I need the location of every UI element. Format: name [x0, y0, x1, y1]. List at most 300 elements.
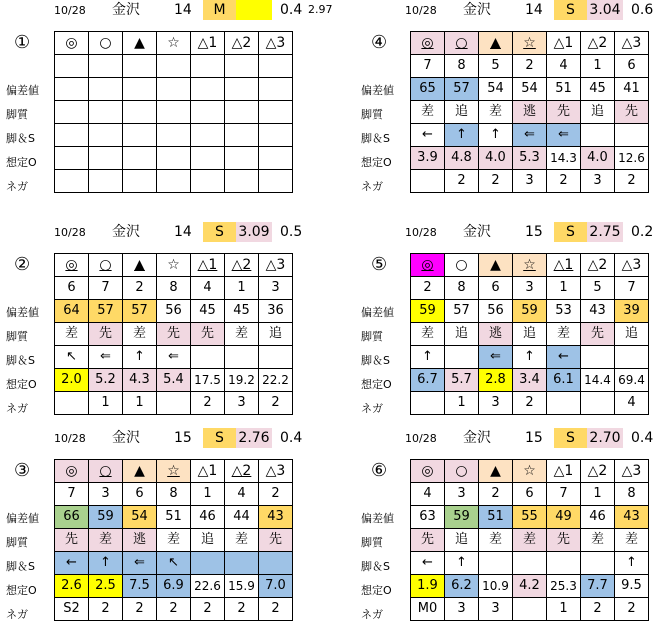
header-venue: 金沢	[112, 430, 140, 446]
row-label-style: 脚質	[361, 536, 383, 549]
symbol-cell: △2	[225, 32, 259, 55]
nega-cell: 1	[89, 392, 123, 415]
running-style-cell: 差	[513, 529, 547, 552]
leg-s-cell: ←	[547, 346, 581, 369]
leg-s-cell	[123, 124, 157, 147]
leg-s-cell: ←	[411, 124, 445, 147]
deviation-cell: 46	[581, 506, 615, 529]
leg-s-cell	[157, 124, 191, 147]
expected-odds-cell: 4.8	[445, 147, 479, 170]
running-style-cell: 先	[547, 529, 581, 552]
expected-odds-cell: 19.2	[225, 369, 259, 392]
deviation-cell	[55, 78, 89, 101]
running-style-cell	[89, 101, 123, 124]
horse-number-cell: 8	[157, 277, 191, 300]
horse-number-cell: 2	[513, 55, 547, 78]
symbol-cell: ☆	[157, 254, 191, 277]
panel-header	[0, 222, 320, 242]
leg-s-cell: ⇐	[479, 346, 513, 369]
horse-number-cell: 2	[259, 483, 293, 506]
nega-cell	[55, 392, 89, 415]
nega-cell: M0	[411, 598, 445, 621]
deviation-cell: 56	[479, 300, 513, 323]
leg-s-cell	[89, 124, 123, 147]
running-style-cell: 追	[615, 323, 649, 346]
expected-odds-cell: 69.4	[615, 369, 649, 392]
header-date: 10/28	[54, 432, 86, 445]
header-count: 15	[174, 430, 192, 446]
symbol-cell: ○	[89, 460, 123, 483]
running-style-cell: 逃	[513, 101, 547, 124]
deviation-cell	[89, 78, 123, 101]
nega-cell: 2	[123, 598, 157, 621]
leg-s-cell: ↖	[55, 346, 89, 369]
nega-cell: 3	[581, 170, 615, 193]
leg-s-cell	[225, 346, 259, 369]
nega-cell: S2	[55, 598, 89, 621]
horse-number-cell	[259, 55, 293, 78]
leg-s-cell	[513, 552, 547, 575]
nega-cell: 3	[445, 598, 479, 621]
row-label-leg-s: 脚＆S	[6, 354, 35, 367]
deviation-cell: 43	[259, 506, 293, 529]
symbol-cell: △1	[547, 460, 581, 483]
horse-number-cell: 6	[513, 483, 547, 506]
symbol-cell: △3	[615, 32, 649, 55]
panel-number: ①	[14, 32, 31, 53]
running-style-cell: 差	[547, 323, 581, 346]
deviation-cell: 45	[581, 78, 615, 101]
nega-cell: 1	[445, 392, 479, 415]
expected-odds-cell: 1.9	[411, 575, 445, 598]
header-grade: S	[554, 0, 587, 20]
expected-odds-cell: 2.5	[89, 575, 123, 598]
symbol-row	[55, 460, 293, 483]
header-value-2: 0.4	[631, 430, 654, 446]
leg-s-cell: ↑	[89, 552, 123, 575]
panel-header	[351, 428, 663, 448]
horse-number-cell: 2	[123, 277, 157, 300]
leg-s-row	[55, 552, 293, 575]
row-label-nega: ネガ	[361, 402, 383, 415]
symbol-cell: ☆	[513, 32, 547, 55]
symbol-cell: ○	[445, 32, 479, 55]
expected-odds-cell: 6.2	[445, 575, 479, 598]
symbol-cell: ▲	[479, 460, 513, 483]
panel-number: ⑤	[371, 254, 388, 275]
running-style-cell: 先	[259, 529, 293, 552]
row-label-deviation: 偏差値	[361, 306, 394, 319]
symbol-cell: △3	[615, 254, 649, 277]
expected-odds-cell: 7.0	[259, 575, 293, 598]
expected-odds-row	[411, 369, 649, 392]
nega-cell: 2	[191, 392, 225, 415]
nega-cell: 3	[513, 170, 547, 193]
deviation-cell: 51	[157, 506, 191, 529]
horse-number-cell: 7	[547, 483, 581, 506]
header-venue: 金沢	[112, 224, 140, 240]
horse-number-cell: 8	[445, 277, 479, 300]
row-label-style: 脚質	[6, 330, 28, 343]
symbol-cell: △2	[225, 254, 259, 277]
row-label-deviation: 偏差値	[6, 84, 39, 97]
leg-s-cell	[615, 346, 649, 369]
row-label-odds: 想定O	[6, 584, 37, 597]
horse-number-cell	[55, 55, 89, 78]
header-date: 10/28	[405, 432, 437, 445]
header-value-2: 0.6	[631, 2, 654, 18]
deviation-cell: 43	[581, 300, 615, 323]
symbol-cell: ☆	[513, 460, 547, 483]
header-extra: 2.97	[308, 3, 333, 16]
deviation-cell: 54	[123, 506, 157, 529]
running-style-row	[411, 323, 649, 346]
symbol-cell: ◎	[411, 460, 445, 483]
horse-number-cell: 3	[513, 277, 547, 300]
symbol-cell: △3	[259, 254, 293, 277]
running-style-cell: 差	[225, 529, 259, 552]
symbol-cell: △1	[191, 32, 225, 55]
symbol-cell: ▲	[123, 254, 157, 277]
running-style-cell	[55, 101, 89, 124]
nega-cell: 2	[581, 598, 615, 621]
deviation-row	[411, 300, 649, 323]
row-label-nega: ネガ	[6, 608, 28, 621]
symbol-cell: ◎	[55, 460, 89, 483]
horse-number-cell: 4	[411, 483, 445, 506]
deviation-cell: 57	[89, 300, 123, 323]
nega-cell	[411, 392, 445, 415]
horse-number-cell: 6	[123, 483, 157, 506]
header-count: 14	[174, 224, 192, 240]
nega-cell: 3	[479, 598, 513, 621]
leg-s-cell	[581, 346, 615, 369]
deviation-cell	[225, 78, 259, 101]
deviation-cell: 57	[123, 300, 157, 323]
running-style-cell: 差	[615, 529, 649, 552]
nega-cell: 2	[615, 170, 649, 193]
deviation-cell: 57	[445, 78, 479, 101]
symbol-row	[411, 254, 649, 277]
nega-cell	[157, 170, 191, 193]
expected-odds-row	[55, 369, 293, 392]
horse-number-row	[55, 55, 293, 78]
panel-header	[0, 0, 333, 20]
symbol-cell: △2	[581, 254, 615, 277]
row-label-odds: 想定O	[6, 156, 37, 169]
deviation-cell	[123, 78, 157, 101]
symbol-row	[411, 460, 649, 483]
symbol-cell: ◎	[55, 32, 89, 55]
deviation-cell: 65	[411, 78, 445, 101]
panel-header	[351, 222, 663, 242]
header-value-2: 0.5	[280, 224, 303, 240]
header-value-1: 2.70	[587, 428, 623, 448]
nega-cell: 2	[479, 170, 513, 193]
horse-number-cell	[191, 55, 225, 78]
running-style-cell: 先	[615, 101, 649, 124]
running-style-cell: 差	[123, 323, 157, 346]
panel-5	[351, 222, 663, 427]
horse-number-cell: 6	[615, 55, 649, 78]
horse-number-cell	[225, 55, 259, 78]
horse-number-cell: 7	[411, 55, 445, 78]
header-value-2: 0.4	[280, 430, 303, 446]
running-style-cell: 追	[191, 529, 225, 552]
nega-cell	[225, 170, 259, 193]
nega-cell	[123, 170, 157, 193]
deviation-cell: 53	[547, 300, 581, 323]
nega-cell: 3	[225, 392, 259, 415]
horse-number-cell: 3	[89, 483, 123, 506]
leg-s-cell	[225, 552, 259, 575]
leg-s-cell: ↑	[479, 124, 513, 147]
horse-number-cell: 7	[615, 277, 649, 300]
header-value-1: 3.09	[236, 222, 272, 242]
header-grade: S	[203, 428, 236, 448]
prediction-grid	[54, 459, 293, 621]
nega-cell: 2	[445, 170, 479, 193]
horse-number-cell: 1	[581, 55, 615, 78]
horse-number-cell: 3	[445, 483, 479, 506]
header-grade: S	[203, 222, 236, 242]
nega-cell	[191, 170, 225, 193]
nega-cell: 2	[225, 598, 259, 621]
symbol-row	[55, 254, 293, 277]
deviation-cell: 57	[445, 300, 479, 323]
running-style-cell: 先	[89, 323, 123, 346]
row-label-deviation: 偏差値	[6, 306, 39, 319]
nega-cell: 3	[479, 392, 513, 415]
expected-odds-cell: 6.9	[157, 575, 191, 598]
expected-odds-cell: 22.6	[191, 575, 225, 598]
header-value-1: 2.76	[236, 428, 272, 448]
header-value-1: 2.75	[587, 222, 623, 242]
running-style-cell: 差	[157, 529, 191, 552]
nega-cell	[547, 392, 581, 415]
deviation-cell: 59	[411, 300, 445, 323]
horse-number-row	[411, 55, 649, 78]
horse-number-cell: 4	[547, 55, 581, 78]
row-label-style: 脚質	[361, 108, 383, 121]
running-style-cell: 差	[225, 323, 259, 346]
running-style-cell: 差	[479, 529, 513, 552]
prediction-grid	[54, 31, 293, 193]
header-date: 10/28	[405, 226, 437, 239]
symbol-cell: ○	[445, 460, 479, 483]
horse-number-cell: 4	[225, 483, 259, 506]
row-label-leg-s: 脚＆S	[361, 354, 390, 367]
leg-s-cell	[259, 346, 293, 369]
running-style-cell: 追	[445, 101, 479, 124]
deviation-cell: 54	[513, 78, 547, 101]
expected-odds-cell: 15.9	[225, 575, 259, 598]
panel-6	[351, 428, 663, 633]
expected-odds-cell: 4.2	[513, 575, 547, 598]
running-style-row	[55, 529, 293, 552]
prediction-grid	[410, 31, 649, 193]
nega-cell: 4	[615, 392, 649, 415]
nega-row	[411, 170, 649, 193]
leg-s-cell: ⇐	[123, 552, 157, 575]
panel-header	[0, 428, 320, 448]
leg-s-cell	[615, 124, 649, 147]
prediction-grid	[410, 253, 649, 415]
symbol-cell: ☆	[157, 460, 191, 483]
leg-s-cell	[225, 124, 259, 147]
leg-s-cell	[547, 552, 581, 575]
symbol-cell: △1	[547, 32, 581, 55]
prediction-grid	[410, 459, 649, 621]
symbol-cell: ▲	[123, 32, 157, 55]
expected-odds-cell	[123, 147, 157, 170]
symbol-cell: △3	[615, 460, 649, 483]
deviation-cell: 39	[615, 300, 649, 323]
symbol-cell: △1	[191, 460, 225, 483]
panel-2	[0, 222, 330, 427]
horse-number-cell: 1	[191, 483, 225, 506]
row-label-odds: 想定O	[361, 156, 392, 169]
expected-odds-cell: 17.5	[191, 369, 225, 392]
expected-odds-cell	[259, 147, 293, 170]
row-label-odds: 想定O	[361, 584, 392, 597]
deviation-cell: 59	[445, 506, 479, 529]
nega-cell: 2	[157, 598, 191, 621]
horse-number-cell: 5	[479, 55, 513, 78]
row-label-nega: ネガ	[6, 402, 28, 415]
horse-number-row	[55, 277, 293, 300]
prediction-grid	[54, 253, 293, 415]
nega-cell	[513, 598, 547, 621]
horse-number-cell: 1	[547, 277, 581, 300]
header-value-2: 0.4	[280, 2, 303, 18]
nega-cell	[89, 170, 123, 193]
row-label-nega: ネガ	[361, 608, 383, 621]
running-style-cell: 先	[55, 529, 89, 552]
row-label-odds: 想定O	[6, 378, 37, 391]
symbol-cell: ◎	[411, 32, 445, 55]
symbol-cell: △1	[547, 254, 581, 277]
expected-odds-cell: 4.0	[581, 147, 615, 170]
row-label-deviation: 偏差値	[361, 512, 394, 525]
deviation-cell: 51	[479, 506, 513, 529]
row-label-nega: ネガ	[6, 180, 28, 193]
symbol-cell: ○	[89, 254, 123, 277]
running-style-cell: 先	[547, 101, 581, 124]
deviation-cell	[191, 78, 225, 101]
deviation-cell: 41	[615, 78, 649, 101]
running-style-row	[55, 323, 293, 346]
deviation-row	[411, 506, 649, 529]
running-style-cell: 先	[191, 323, 225, 346]
nega-cell	[157, 392, 191, 415]
deviation-cell: 43	[615, 506, 649, 529]
symbol-cell: ☆	[157, 32, 191, 55]
symbol-cell: ○	[445, 254, 479, 277]
row-label-leg-s: 脚＆S	[361, 560, 390, 573]
horse-number-cell	[157, 55, 191, 78]
horse-number-cell: 7	[55, 483, 89, 506]
nega-row	[411, 392, 649, 415]
header-count: 14	[174, 2, 192, 18]
horse-number-cell	[123, 55, 157, 78]
nega-row	[411, 598, 649, 621]
header-count: 14	[525, 2, 543, 18]
deviation-row	[411, 78, 649, 101]
symbol-cell: △2	[581, 32, 615, 55]
expected-odds-cell	[225, 147, 259, 170]
panel-number: ③	[14, 460, 31, 481]
running-style-cell: 差	[89, 529, 123, 552]
expected-odds-cell: 9.5	[615, 575, 649, 598]
deviation-row	[55, 78, 293, 101]
expected-odds-cell: 4.3	[123, 369, 157, 392]
symbol-row	[55, 32, 293, 55]
header-grade: S	[554, 222, 587, 242]
expected-odds-cell: 14.4	[581, 369, 615, 392]
leg-s-cell	[55, 124, 89, 147]
nega-cell	[259, 170, 293, 193]
deviation-cell	[157, 78, 191, 101]
row-label-leg-s: 脚＆S	[361, 132, 390, 145]
nega-cell	[411, 170, 445, 193]
panel-1	[0, 0, 333, 205]
running-style-cell: 追	[445, 323, 479, 346]
leg-s-row	[55, 124, 293, 147]
running-style-cell	[157, 101, 191, 124]
running-style-cell: 先	[157, 323, 191, 346]
horse-number-cell: 6	[479, 277, 513, 300]
leg-s-cell	[259, 124, 293, 147]
leg-s-cell	[479, 552, 513, 575]
symbol-row	[411, 32, 649, 55]
leg-s-cell: ↑	[445, 124, 479, 147]
nega-cell: 1	[123, 392, 157, 415]
header-venue: 金沢	[463, 2, 491, 18]
expected-odds-cell: 5.2	[89, 369, 123, 392]
horse-number-cell: 5	[581, 277, 615, 300]
leg-s-cell	[191, 124, 225, 147]
row-label-nega: ネガ	[361, 180, 383, 193]
running-style-cell: 差	[581, 529, 615, 552]
running-style-cell	[191, 101, 225, 124]
expected-odds-cell	[55, 147, 89, 170]
horse-number-cell: 1	[225, 277, 259, 300]
expected-odds-cell: 10.9	[479, 575, 513, 598]
expected-odds-row	[411, 575, 649, 598]
row-label-odds: 想定O	[361, 378, 392, 391]
leg-s-cell: ↑	[513, 346, 547, 369]
running-style-cell: 差	[479, 101, 513, 124]
expected-odds-cell: 6.7	[411, 369, 445, 392]
header-venue: 金沢	[463, 224, 491, 240]
nega-cell: 1	[547, 598, 581, 621]
horse-number-cell: 2	[411, 277, 445, 300]
deviation-row	[55, 506, 293, 529]
nega-cell: 2	[259, 392, 293, 415]
running-style-cell	[123, 101, 157, 124]
running-style-row	[411, 529, 649, 552]
running-style-cell: 先	[581, 323, 615, 346]
symbol-cell: △1	[191, 254, 225, 277]
deviation-cell	[259, 78, 293, 101]
leg-s-cell: ↑	[411, 346, 445, 369]
symbol-cell: ▲	[479, 254, 513, 277]
horse-number-row	[411, 483, 649, 506]
expected-odds-cell: 2.6	[55, 575, 89, 598]
expected-odds-cell: 5.7	[445, 369, 479, 392]
expected-odds-cell: 2.0	[55, 369, 89, 392]
